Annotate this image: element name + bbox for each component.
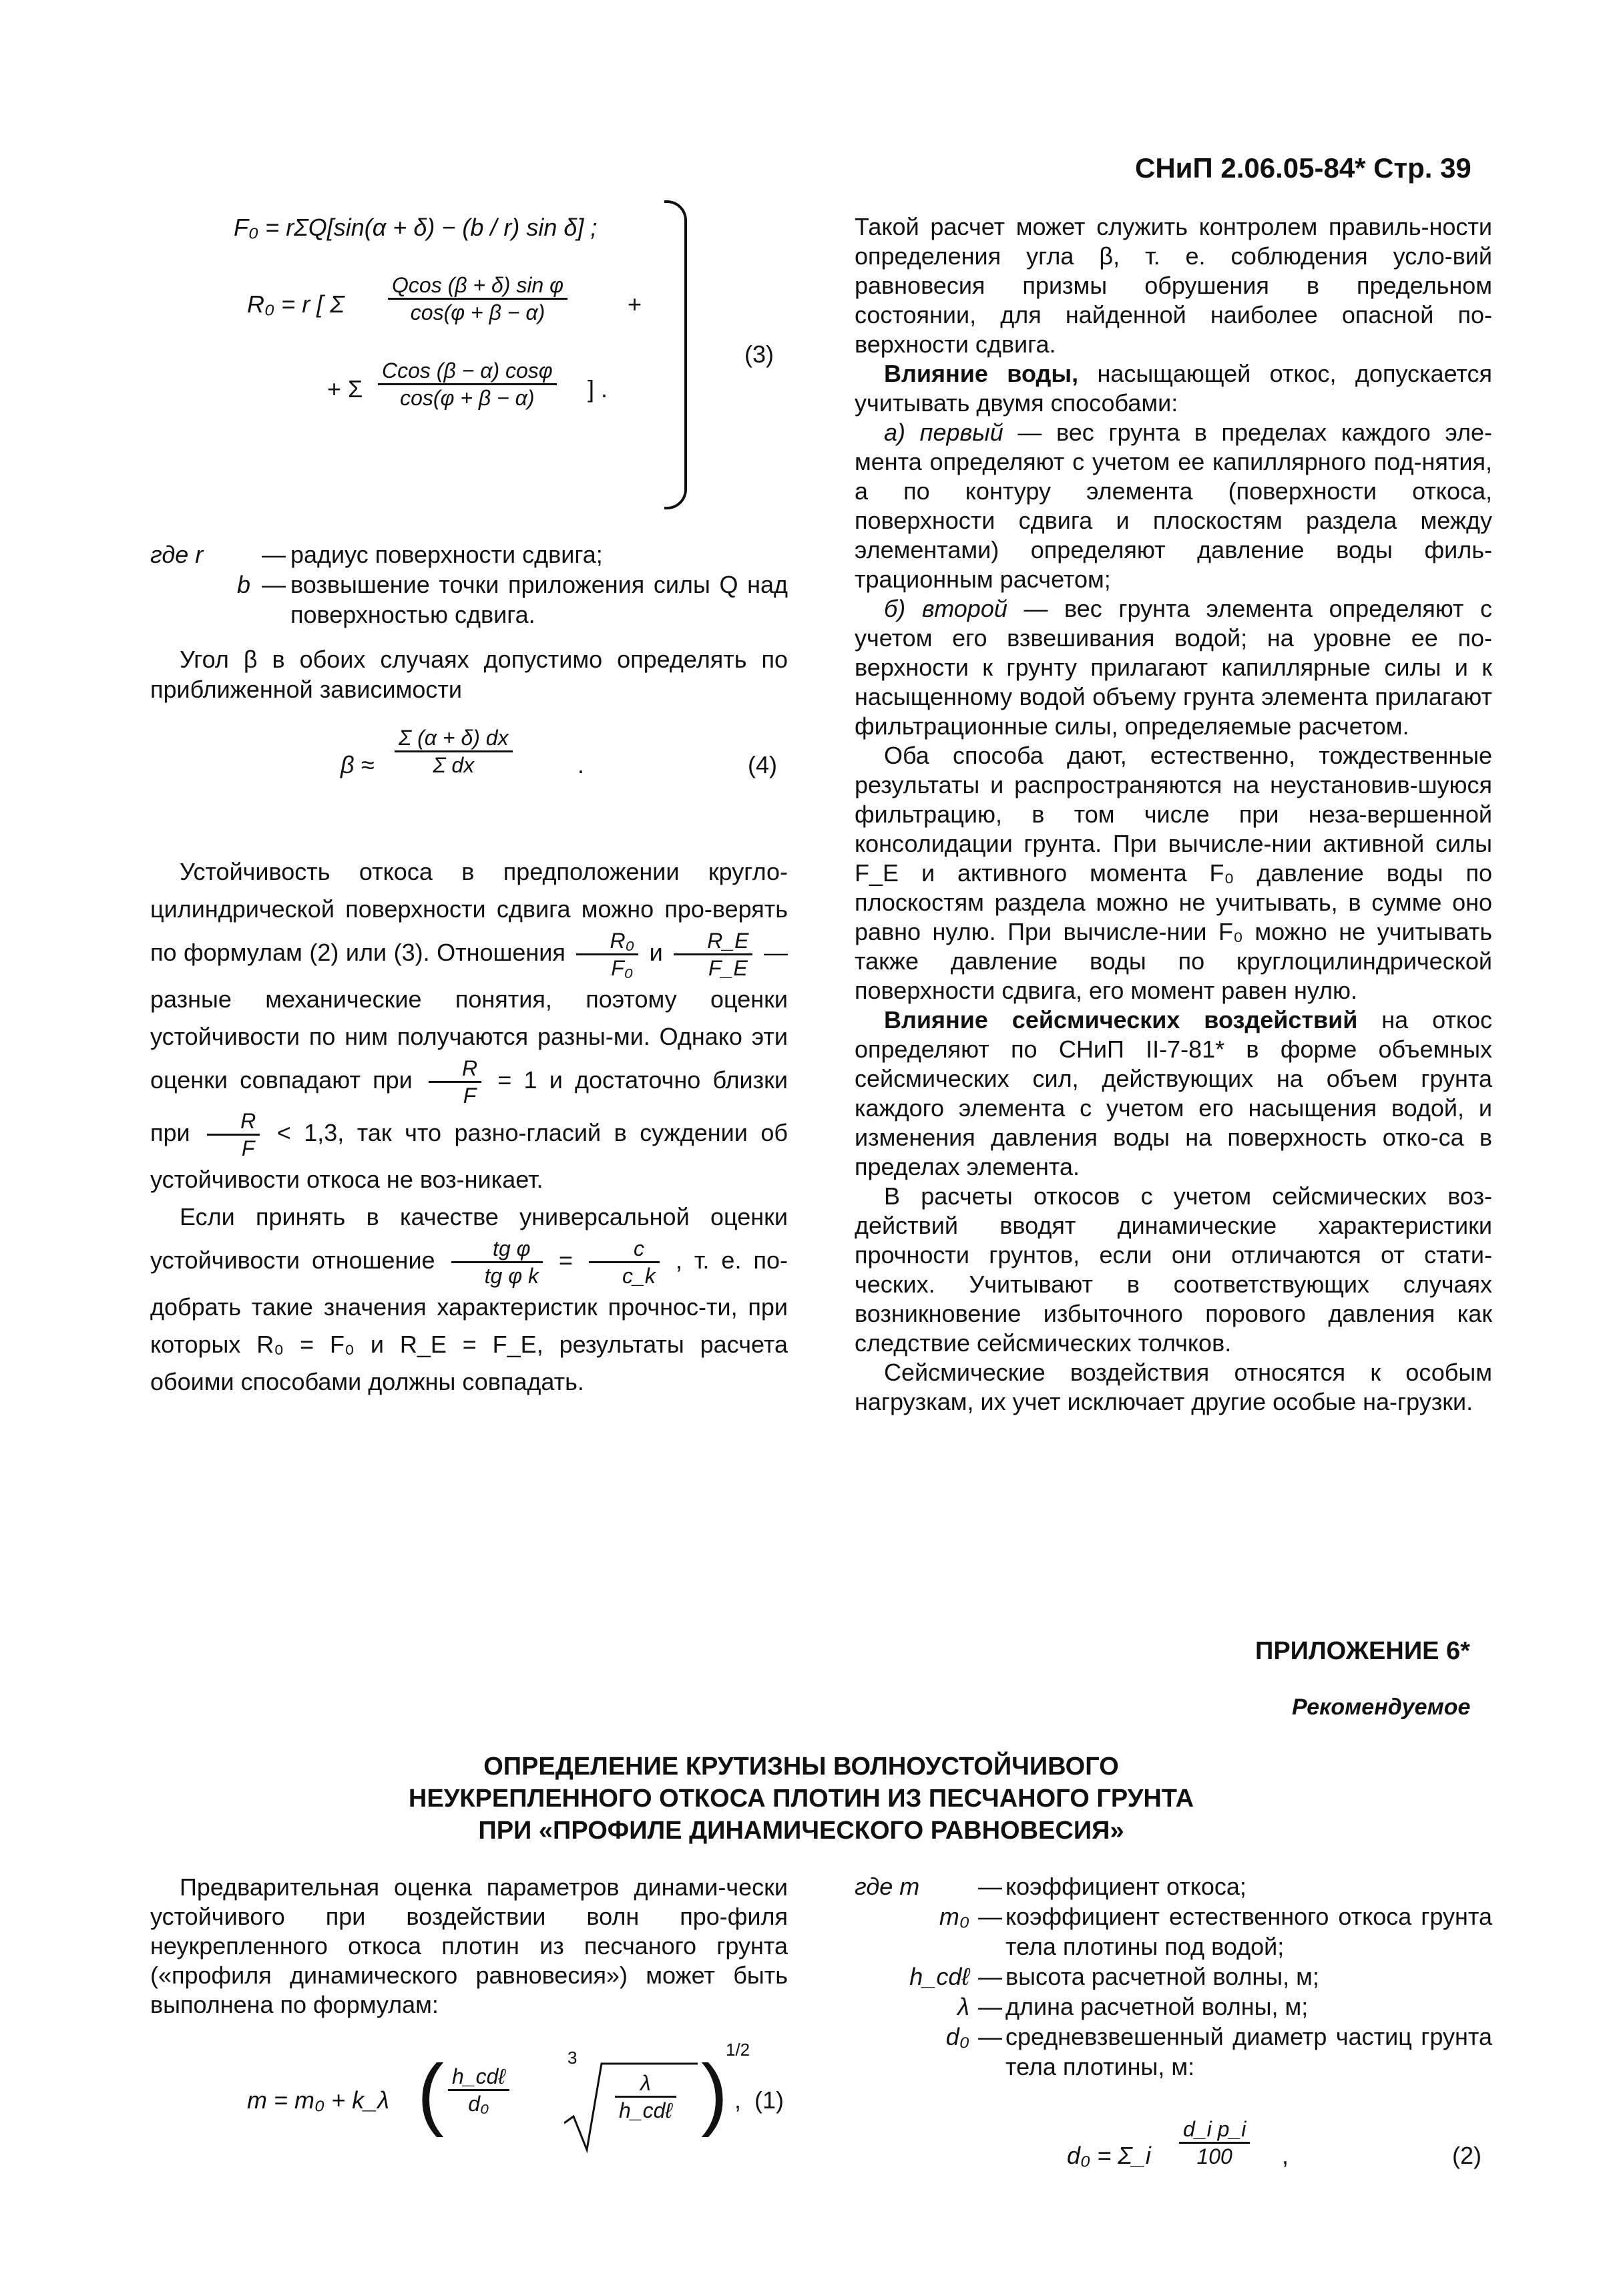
legend-symbol: λ [957, 1993, 969, 2020]
ratio-tg-den: tg φ k [484, 1264, 539, 1288]
ratio-tg-num: tg φ [451, 1236, 543, 1263]
legend-text: коэффициент откоса; [1005, 1873, 1246, 1900]
formula-1-paren-close: ) [701, 2048, 728, 2138]
formula-2-tail: , [1282, 2142, 1289, 2169]
ratio-re-fe [674, 928, 752, 981]
right-paragraph-8: Сейсмические воздействия относятся к особым нагрузкам, их учет исключает другие особые на-грузки. [855, 1359, 1492, 1415]
ratio-c-num: c [589, 1236, 660, 1263]
legend-text: длина расчетной волны, м; [1005, 1993, 1309, 2020]
ratio-r0-f0 [576, 928, 638, 981]
stability-text-c: — разные механические понятия, поэтому оценки устойчивости по ним получаются разны-ми. Однако эти оценки совпадают при [150, 939, 788, 1094]
legend-text: коэффициент естественного откоса грунта тела плотины под водой; [1005, 1903, 1492, 1960]
legend-dash: — [978, 1993, 1002, 2020]
beta-paragraph-block [150, 644, 788, 704]
formula-4-den: Σ dx [433, 753, 475, 777]
formula-2-lhs: d₀ = Σ_i [1067, 2142, 1151, 2169]
right-column [855, 212, 1492, 1417]
formula-2-den: 100 [1196, 2144, 1232, 2168]
right-paragraph-7: В расчеты откосов с учетом сейсмических воз-действий вводят динамические характеристики прочности грунтов, если они отличаются от стати-ческих. Учитывают в соответствующих случаях возникновение избыточного порового давления как следствие сейсмических толчков. [855, 1182, 1492, 1357]
ratio-tg [451, 1236, 543, 1289]
water-influence-heading: Влияние воды, [884, 360, 1079, 387]
formula-1-fraction-b [615, 2070, 676, 2123]
ratio-r-f-2-num: R [207, 1108, 260, 1136]
legend-row [855, 2022, 1492, 2082]
formula-4-tail: . [578, 751, 585, 778]
legend-symbol: m₀ [939, 1903, 969, 1930]
method-second-label: б) второй [884, 595, 1007, 622]
ratio-r0-f0-num: R₀ [576, 928, 638, 955]
right-paragraph-2 [855, 359, 1492, 418]
legend-row [855, 1871, 1492, 1901]
right-paragraph-3 [855, 418, 1492, 594]
right-paragraph-1: Такой расчет может служить контролем правиль-ности определения угла β, т. е. соблюдения усло-вий равновесия призмы обрушения в предельном состоянии, для найденной наиболее опасной по-верхности сдвига. [855, 213, 1492, 358]
appendix-intro-paragraph: Предварительная оценка параметров динами-чески устойчивого при воздействии волн про-филя неукрепленного откоса плотин из песчаного грунта («профиля динамического равновесия») может быть выполнена по формулам: [150, 1873, 788, 2018]
appendix-status: Рекомендуемое [1292, 1694, 1471, 1720]
appendix-title-line-3: ПРИ «ПРОФИЛЕ ДИНАМИЧЕСКОГО РАВНОВЕСИЯ» [478, 1817, 1124, 1845]
formula-1-root-index: 3 [567, 2048, 578, 2068]
formula-1-legend [855, 1871, 1492, 2082]
formula-3-fraction-2-num: Ccos (β − α) cosφ [378, 358, 557, 385]
legend-dash: — [978, 2023, 1002, 2050]
method-second-text: — вес грунта элемента определяют с учетом его взвешивания водой; на уровне ее по-верхности к грунту прилагают капиллярные силы и к насыщенному водой объему грунта элемента прилагают фильтрационные силы, определяемые расчетом. [855, 595, 1492, 740]
formula-2-fraction [1179, 2116, 1250, 2169]
formula-3 [147, 200, 788, 514]
formula-1-exponent: 1/2 [726, 2040, 750, 2060]
legend-dash: — [978, 1873, 1002, 1900]
formula-1-fraction-a [448, 2064, 509, 2116]
appendix-title [200, 1751, 1402, 1847]
beta-paragraph: Угол β в обоих случаях допустимо определять по приближенной зависимости [150, 646, 788, 703]
formula-3-line-2-lhs: R₀ = r [ Σ [247, 290, 345, 318]
formula-1-lhs: m = m₀ + k_λ [247, 2086, 389, 2114]
formula-3-line-3-tail: ] . [588, 375, 608, 403]
seismic-influence-text: на откос определяют по СНиП II-7-81* в форме объемных сейсмических сил, действующих на объем грунта каждого элемента с учетом его насыщения водой, и изменения давления воды на поверхность отко-са в пределах элемента. [855, 1006, 1492, 1180]
ratio-r-f-1-den: F [463, 1084, 477, 1108]
legend-symbol: d₀ [945, 2023, 969, 2050]
ratio-re-fe-den: F_E [708, 956, 748, 980]
ratio-r-f-2 [207, 1108, 260, 1161]
stability-text-d: = 1 и достаточно близки при [150, 1066, 788, 1147]
formula-3-line-3-head: + Σ [327, 375, 363, 403]
legend-row [855, 1992, 1492, 2022]
formula-1-fraction-a-num: h_cdℓ [448, 2064, 509, 2091]
formula-3-fraction-1 [388, 272, 567, 325]
appendix-intro [150, 1873, 788, 2020]
legend-text: высота расчетной волны, м; [1005, 1963, 1319, 1990]
legend-dash: — [262, 571, 286, 598]
legend-dash: — [978, 1963, 1002, 1990]
formula-3-line-2-plus: + [628, 290, 642, 318]
universal-text-b: , т. е. по-добрать такие значения характеристик прочнос-ти, при которых R₀ = F₀ и R_E = F_E, результаты расчета обоими способами должны совпадать. [150, 1246, 788, 1395]
stability-text-a: Устойчивость откоса в предположении кругло-цилиндрической поверхности сдвига можно про-верять по формулам (2) или (3). Отношения [150, 858, 788, 967]
formula-1-fraction-b-num: λ [615, 2070, 676, 2098]
legend-dash: — [262, 541, 286, 568]
formula-3-brace [664, 200, 687, 509]
formula-4 [150, 721, 788, 801]
formula-3-line-1: F₀ = rΣQ[sin(α + δ) − (b / r) sin δ] ; [234, 214, 598, 241]
right-paragraph-6 [855, 1005, 1492, 1182]
formula-1-paren-open: ( [417, 2048, 444, 2138]
formula-4-num: Σ (α + δ) dx [395, 725, 513, 752]
water-influence-text: насыщающей откос, допускается учитывать двумя способами: [855, 360, 1493, 417]
ratio-r-f-1 [429, 1056, 481, 1108]
universal-equals: = [558, 1246, 574, 1275]
left-stability-text [150, 853, 788, 1401]
universal-estimate-paragraph [150, 1198, 788, 1401]
formula-4-number: (4) [748, 751, 777, 778]
legend-symbol: h_cdℓ [909, 1963, 969, 1990]
method-first-text: — вес грунта в пределах каждого эле-мента определяют с учетом ее капиллярного под-нятия, а по контуру элемента (поверхности откоса, поверхности сдвига и плоскостям раздела между элементами) определяют давление воды филь-трационным расчетом; [855, 419, 1492, 593]
formula-3-fraction-1-den: cos(φ + β − α) [410, 300, 545, 324]
formula-3-fraction-1-num: Qcos (β + δ) sin φ [388, 272, 567, 300]
formula-4-fraction [395, 725, 513, 778]
stability-text-e: < 1,3, так что разно-гласий в суждении об устойчивости откоса не воз-никает. [150, 1119, 788, 1193]
formula-2-number: (2) [1452, 2142, 1481, 2169]
seismic-influence-heading: Влияние сейсмических воздействий [884, 1006, 1358, 1034]
formula-1 [150, 2033, 791, 2166]
appendix-title-line-2: НЕУКРЕПЛЕННОГО ОТКОСА ПЛОТИН ИЗ ПЕСЧАНОГО ГРУНТА [408, 1785, 1194, 1813]
appendix-title-line-1: ОПРЕДЕЛЕНИЕ КРУТИЗНЫ ВОЛНОУСТОЙЧИВОГО [483, 1753, 1119, 1781]
page-header: СНиП 2.06.05-84* Стр. 39 [1135, 152, 1471, 184]
right-paragraph-5: Оба способа дают, естественно, тождественные результаты и распространяются на неустановив-шуюся фильтрацию, в том числе при неза-вершенной консолидации грунта. При вычисле-нии активной силы F_E и активного момента F₀ давление воды по плоскостям раздела можно не учитывать, в сумме оно равно нулю. При вычисле-нии F₀ можно не учитывать также давление воды по круглоцилиндрической поверхности сдвига, его момент равен нулю. [855, 742, 1492, 1004]
ratio-c [589, 1236, 660, 1289]
formula-1-fraction-b-den: h_cdℓ [619, 2098, 672, 2122]
legend-row [150, 569, 788, 630]
stability-text-b: и [649, 939, 663, 967]
stability-paragraph [150, 853, 788, 1198]
formula-3-legend [150, 539, 788, 630]
legend-row [855, 1962, 1492, 1992]
universal-text-a: Если принять в качестве универсальной оценки устойчивости отношение [150, 1203, 788, 1275]
ratio-r-f-1-num: R [429, 1056, 481, 1083]
legend-text: средневзвешенный диаметр частиц грунта тела плотины, м: [1005, 2023, 1492, 2080]
formula-2 [855, 2116, 1492, 2190]
method-first-label: а) первый [884, 419, 1003, 446]
legend-symbol: где r [150, 541, 204, 568]
legend-row [855, 1901, 1492, 1962]
appendix-label: ПРИЛОЖЕНИЕ 6* [1255, 1637, 1470, 1665]
legend-symbol: b [236, 571, 250, 598]
ratio-r-f-2-den: F [241, 1136, 255, 1160]
legend-symbol: где m [855, 1873, 920, 1900]
legend-text: возвышение точки приложения силы Q над поверхностью сдвига. [290, 571, 788, 628]
legend-dash: — [978, 1903, 1002, 1930]
formula-4-lhs: β ≈ [340, 751, 375, 778]
formula-2-num: d_i p_i [1179, 2116, 1250, 2144]
ratio-re-fe-num: R_E [674, 928, 752, 955]
formula-3-fraction-2 [378, 358, 557, 411]
formula-3-number: (3) [744, 340, 774, 368]
formula-3-fraction-2-den: cos(φ + β − α) [400, 386, 535, 410]
legend-row [150, 539, 788, 569]
formula-1-tail: , [734, 2086, 742, 2114]
ratio-c-den: c_k [622, 1264, 656, 1288]
ratio-r0-f0-den: F₀ [611, 956, 634, 980]
legend-text: радиус поверхности сдвига; [290, 541, 603, 568]
right-paragraph-4 [855, 594, 1492, 741]
formula-1-fraction-a-den: d₀ [468, 2092, 489, 2116]
formula-1-number: (1) [754, 2086, 784, 2114]
